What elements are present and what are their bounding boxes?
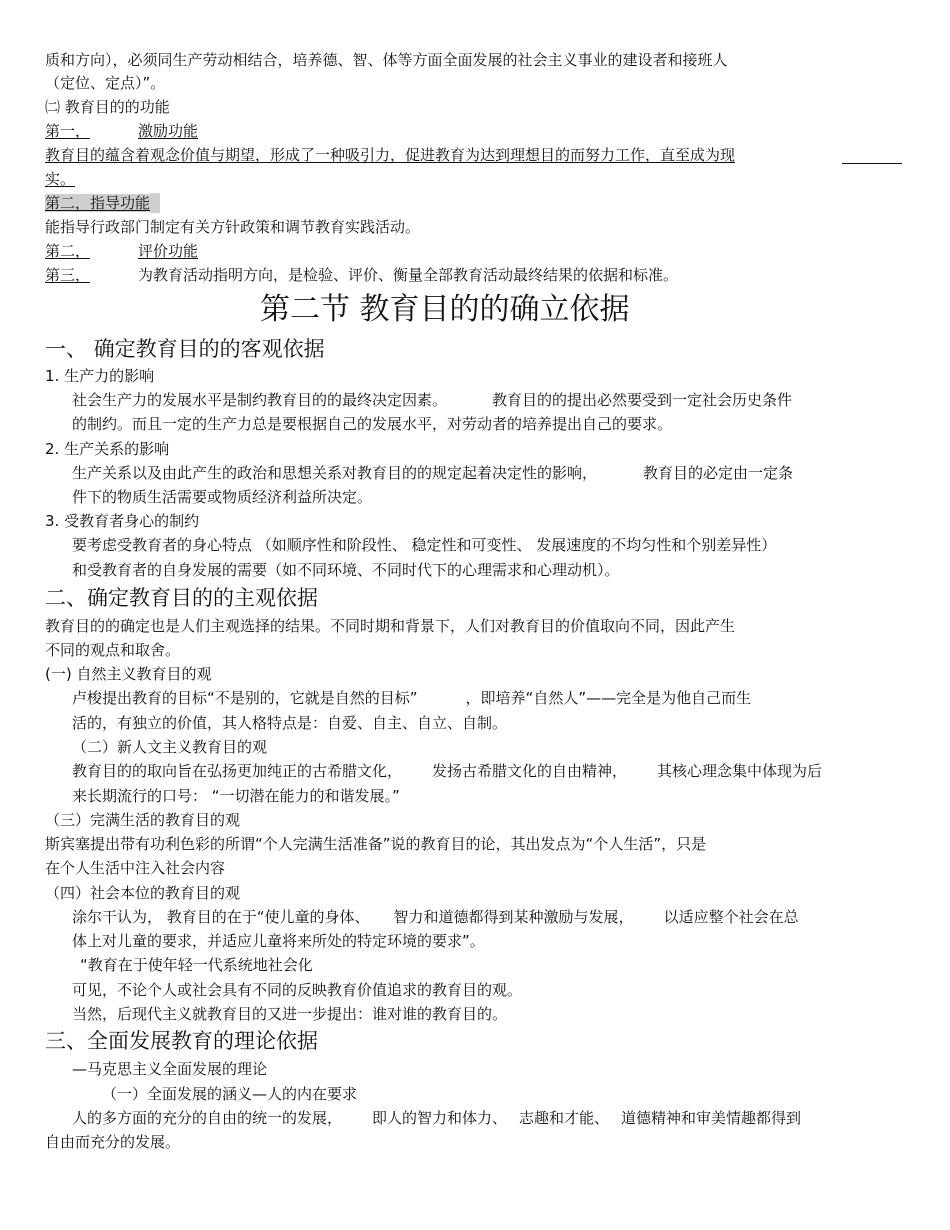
text-line: 当然，后现代主义就教育目的又进一步提出：谁对谁的教育目的。 (72, 1005, 508, 1023)
item-number: 第二， (45, 242, 91, 260)
text-line: 活的，有独立的价值，其人格特点是：自爱、自主、自立、自制。 (72, 714, 508, 732)
item-label (45, 265, 678, 285)
item-label-highlighted (45, 193, 160, 213)
subheading: （一）全面发展的涵义—人的内在要求 (102, 1085, 358, 1103)
text-fragment: 卢梭提出教育的目标“不是别的，它就是自然的目标” (72, 689, 418, 707)
text-fragment: ，即培养“自然人”——完全是为他自己而生 (465, 689, 752, 707)
text-fragment: 道德精神和审美情趣都得到 (621, 1109, 802, 1127)
text-line: （定位、定点）”。 (45, 74, 166, 92)
text-fragment: 社会生产力的发展水平是制约教育目的的最终决定因素。 (72, 391, 448, 409)
item-label (45, 241, 204, 261)
text-line (72, 688, 751, 708)
text-line (72, 907, 799, 927)
text-line: 不同的观点和取舍。 (45, 641, 181, 659)
text-fragment: 涂尔干认为， 教育目的在于“使儿童的身体、 (72, 908, 370, 926)
text-line (72, 390, 792, 410)
subheading: （三）完满生活的教育目的观 (45, 811, 241, 829)
text-fragment: 人的多方面的充分的自由的统一的发展， (72, 1109, 343, 1127)
section-title: 第二节 教育目的的确立依据 (260, 292, 630, 327)
text-line: 要考虑受教育者的身心特点 （如顺序性和阶段性、 稳定性和可变性、 发展速度的不均匀性和个别差异性） (72, 536, 777, 554)
heading: 一、 确定教育目的的客观依据 (45, 337, 325, 361)
text-line: 体上对儿童的要求，并适应儿童将来所处的特定环境的要求”。 (72, 932, 485, 950)
subheading: ㈡ 教育目的的功能 (45, 98, 170, 116)
underline-rule (842, 163, 902, 164)
text-line: 教育目的蕴含着观念价值与期望，形成了一种吸引力，促进教育为达到理想目的而努力工作，直至成为现 (45, 146, 736, 164)
text-fragment: 志趣和才能、 (519, 1109, 610, 1127)
text-fragment: 教育目的的取向旨在弘扬更加纯正的古希腊文化， (72, 762, 403, 780)
text-fragment: 教育目的必定由一定条 (643, 464, 794, 482)
heading: 二、确定教育目的的主观依据 (45, 586, 318, 610)
subheading: 3. 受教育者身心的制约 (45, 512, 200, 530)
text-line: 的制约。而且一定的生产力总是要根据自己的发展水平，对劳动者的培养提出自己的要求。 (72, 415, 673, 433)
text-fragment: 即人的智力和体力、 (372, 1109, 508, 1127)
item-title: 评价功能 (138, 242, 199, 260)
text-line: 斯宾塞提出带有功利色彩的所谓“个人完满生活准备”说的教育目的论，其出发点为“个人生活”，只是 (45, 835, 707, 853)
text-line: 件下的物质生活需要或物质经济利益所决定。 (72, 488, 373, 506)
text-fragment: 教育目的的提出必然要受到一定社会历史条件 (492, 391, 793, 409)
heading: 三、全面发展教育的理论依据 (45, 1029, 318, 1053)
item-label (45, 121, 204, 141)
text-line (72, 463, 793, 483)
text-line: 和受教育者的自身发展的需要（如不同环境、不同时代下的心理需求和心理动机）。 (72, 561, 620, 579)
subheading: （二）新人文主义教育目的观 (72, 738, 268, 756)
text-line: “教育在于使年轻一代系统地社会化 (80, 956, 313, 974)
text-line (72, 761, 822, 781)
text-line: 教育目的的确定也是人们主观选择的结果。不同时期和背景下，人们对教育目的价值取向不同，因此产生 (45, 617, 736, 635)
text-line: 来长期流行的口号： “一切潜在能力的和谐发展。” (72, 787, 400, 805)
subheading: （四）社会本位的教育目的观 (45, 884, 241, 902)
subheading: 1. 生产力的影响 (45, 367, 155, 385)
highlighted-text: 第二，指导功能 (45, 194, 151, 212)
item-text: 为教育活动指明方向，是检验、评价、衡量全部教育活动最终结果的依据和标准。 (138, 266, 679, 284)
text-fragment: 以适应整个社会在总 (663, 908, 799, 926)
text-line: 质和方向），必须同生产劳动相结合，培养德、智、体等方面全面发展的社会主义事业的建设者和接班人 (45, 51, 728, 69)
text-line: 可见，不论个人或社会具有不同的反映教育价值追求的教育目的观。 (72, 981, 523, 999)
subheading: 2. 生产关系的影响 (45, 440, 170, 458)
text-line: 能指导行政部门制定有关方针政策和调节教育实践活动。 (45, 218, 421, 236)
text-fragment: 发扬古希腊文化的自由精神， (432, 762, 628, 780)
subheading: (一) 自然主义教育目的观 (45, 665, 212, 683)
item-title: 激励功能 (138, 122, 199, 140)
text-fragment: 其核心理念集中体现为后 (657, 762, 823, 780)
subheading: —马克思主义全面发展的理论 (72, 1060, 268, 1078)
text-line: 实。 (45, 170, 76, 188)
text-line: 在个人生活中注入社会内容 (45, 859, 226, 877)
text-fragment: 智力和道德都得到某种激励与发展， (393, 908, 634, 926)
item-number: 第三， (45, 266, 91, 284)
item-number: 第一， (45, 122, 91, 140)
text-line: 自由而充分的发展。 (45, 1133, 181, 1151)
text-line (72, 1108, 801, 1128)
text-fragment: 生产关系以及由此产生的政治和思想关系对教育目的的规定起着决定性的影响， (72, 464, 598, 482)
